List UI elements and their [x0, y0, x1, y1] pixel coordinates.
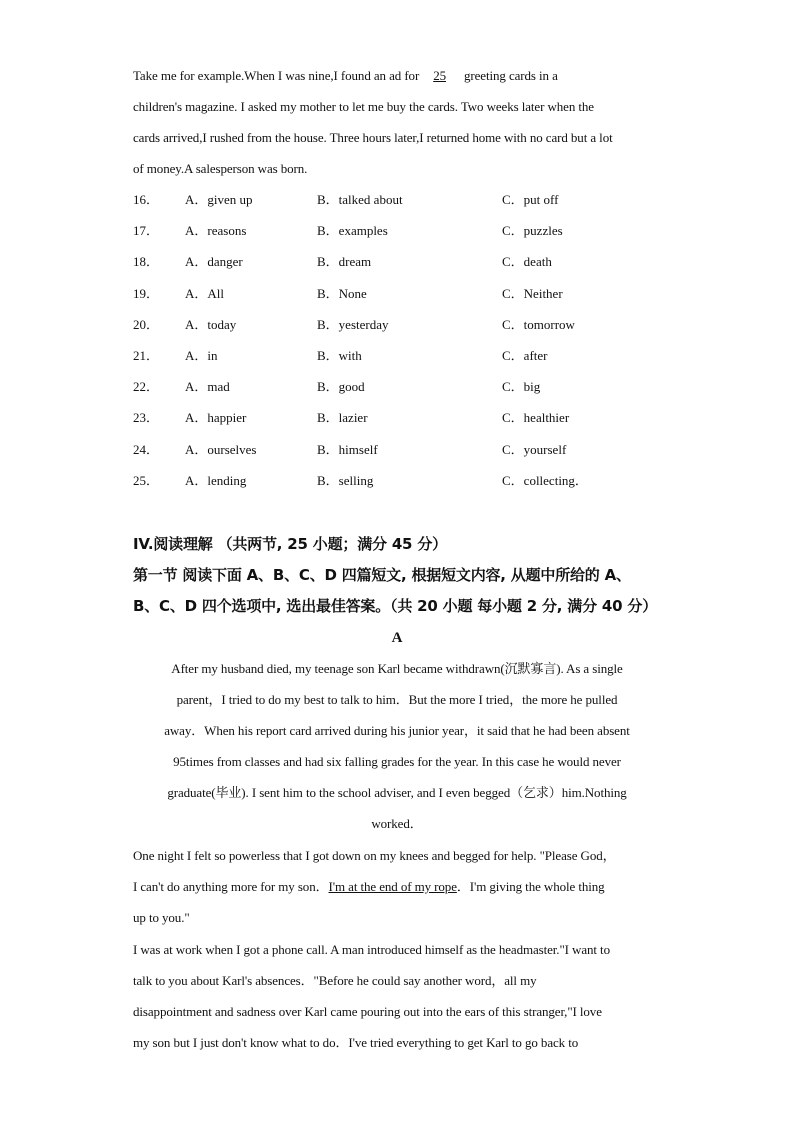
question-number: 17．: [133, 223, 160, 239]
option-b: B．None: [317, 285, 367, 301]
option-c: C．collecting．: [502, 472, 588, 488]
option-a: A．given up: [185, 192, 253, 207]
option-a: A．All: [185, 285, 225, 301]
passage-line: up to you.": [133, 910, 190, 925]
option-row: [133, 472, 693, 490]
option-row: [133, 222, 693, 240]
option-c: C．big: [502, 379, 541, 395]
passage-line: worked．: [371, 816, 423, 831]
passage-line: cards arrived,I rushed from the house. Three hours later,I returned home with no card but a lot: [133, 130, 613, 145]
option-c: C．yourself: [502, 441, 567, 457]
option-row: [133, 285, 693, 303]
passage-title: A: [391, 630, 403, 646]
instruction-line: 第一节 阅读下面 A、B、C、D 四篇短文, 根据短文内容, 从题中所给的 A、: [133, 566, 631, 584]
option-row: [133, 253, 693, 271]
option-a: A．ourselves: [185, 441, 257, 457]
option-a: A．happier: [185, 410, 247, 426]
passage-line: talk to you about Karl's absences．"Before he could say another word，all my: [133, 973, 537, 988]
passage-line: One night I felt so powerless that I got down on my knees and begged for help. "Please God，: [133, 848, 616, 863]
passage-text: Take me for example.When I was nine,I found an ad for: [133, 68, 420, 83]
option-b: B．talked about: [317, 192, 403, 207]
option-c: C．put off: [502, 192, 559, 207]
option-row: [133, 347, 693, 365]
option-row: [133, 316, 693, 334]
passage-text: I can't do anything more for my son．: [133, 879, 329, 894]
option-a: A．in: [185, 348, 218, 363]
option-c: C．puzzles: [502, 223, 563, 239]
option-c: C．Neither: [502, 285, 563, 301]
question-number: 19．: [133, 285, 160, 301]
option-c: C．after: [502, 348, 548, 363]
option-c: C．tomorrow: [502, 316, 575, 332]
question-number: 21．: [133, 348, 160, 363]
passage-text: greeting cards in a: [464, 68, 558, 83]
option-b: B．good: [317, 379, 365, 395]
passage-line: parent，I tried to do my best to talk to him．But the more I tried，the more he pulled: [176, 692, 618, 707]
passage-line: graduate(毕业). I sent him to the school adviser, and I even begged（乞求）him.Nothing: [167, 785, 627, 800]
question-number: 23．: [133, 410, 160, 426]
passage-line: I was at work when I got a phone call. A man introduced himself as the headmaster."I want to: [133, 942, 610, 957]
option-a: A．today: [185, 316, 237, 332]
passage-line: disappointment and sadness over Karl came pouring out into the ears of this stranger,"I love: [133, 1004, 602, 1019]
option-a: A．mad: [185, 379, 230, 395]
passage-line: away．When his report card arrived during his junior year，it said that he had been absent: [164, 723, 630, 738]
option-b: B．dream: [317, 254, 372, 270]
question-number: 25．: [133, 472, 160, 488]
underlined-phrase: I'm at the end of my rope: [328, 879, 457, 894]
option-b: B．examples: [317, 223, 388, 239]
passage-line: After my husband died, my teenage son Karl became withdrawn(沉默寡言). As a single: [171, 661, 623, 676]
question-number: 20．: [133, 316, 160, 332]
question-number: 22．: [133, 379, 160, 395]
option-c: C．death: [502, 254, 552, 270]
option-row: [133, 378, 693, 396]
option-c: C．healthier: [502, 410, 570, 426]
option-row: [133, 409, 693, 427]
option-b: B．lazier: [317, 410, 368, 426]
blank-25: 25: [433, 68, 446, 83]
instruction-line: B、C、D 四个选项中, 选出最佳答案。（共 20 小题 每小题 2 分, 满分 40 分）: [133, 597, 657, 615]
option-a: A．reasons: [185, 223, 247, 239]
option-a: A．lending: [185, 472, 247, 488]
passage-line: my son but I just don't know what to do．I've tried everything to get Karl to go back to: [133, 1035, 579, 1050]
passage-line: of money.A salesperson was born.: [133, 161, 308, 176]
option-row: [133, 441, 693, 459]
question-number: 18．: [133, 254, 160, 270]
option-row: [133, 191, 693, 209]
option-a: A．danger: [185, 254, 243, 270]
passage-line: children's magazine. I asked my mother to let me buy the cards. Two weeks later when the: [133, 99, 594, 114]
option-b: B．selling: [317, 472, 374, 488]
passage-line: [133, 878, 693, 896]
passage-line: 95times from classes and had six falling grades for the year. In this case he would never: [173, 754, 621, 769]
option-b: B．yesterday: [317, 316, 389, 332]
question-number: 16．: [133, 192, 160, 207]
passage-text: ．I'm giving the whole thing: [456, 879, 605, 894]
question-number: 24．: [133, 441, 160, 457]
option-b: B．himself: [317, 441, 378, 457]
passage-line: [133, 67, 693, 85]
option-b: B．with: [317, 348, 362, 363]
section-heading: IV.阅读理解 （共两节, 25 小题；满分 45 分）: [133, 535, 447, 553]
